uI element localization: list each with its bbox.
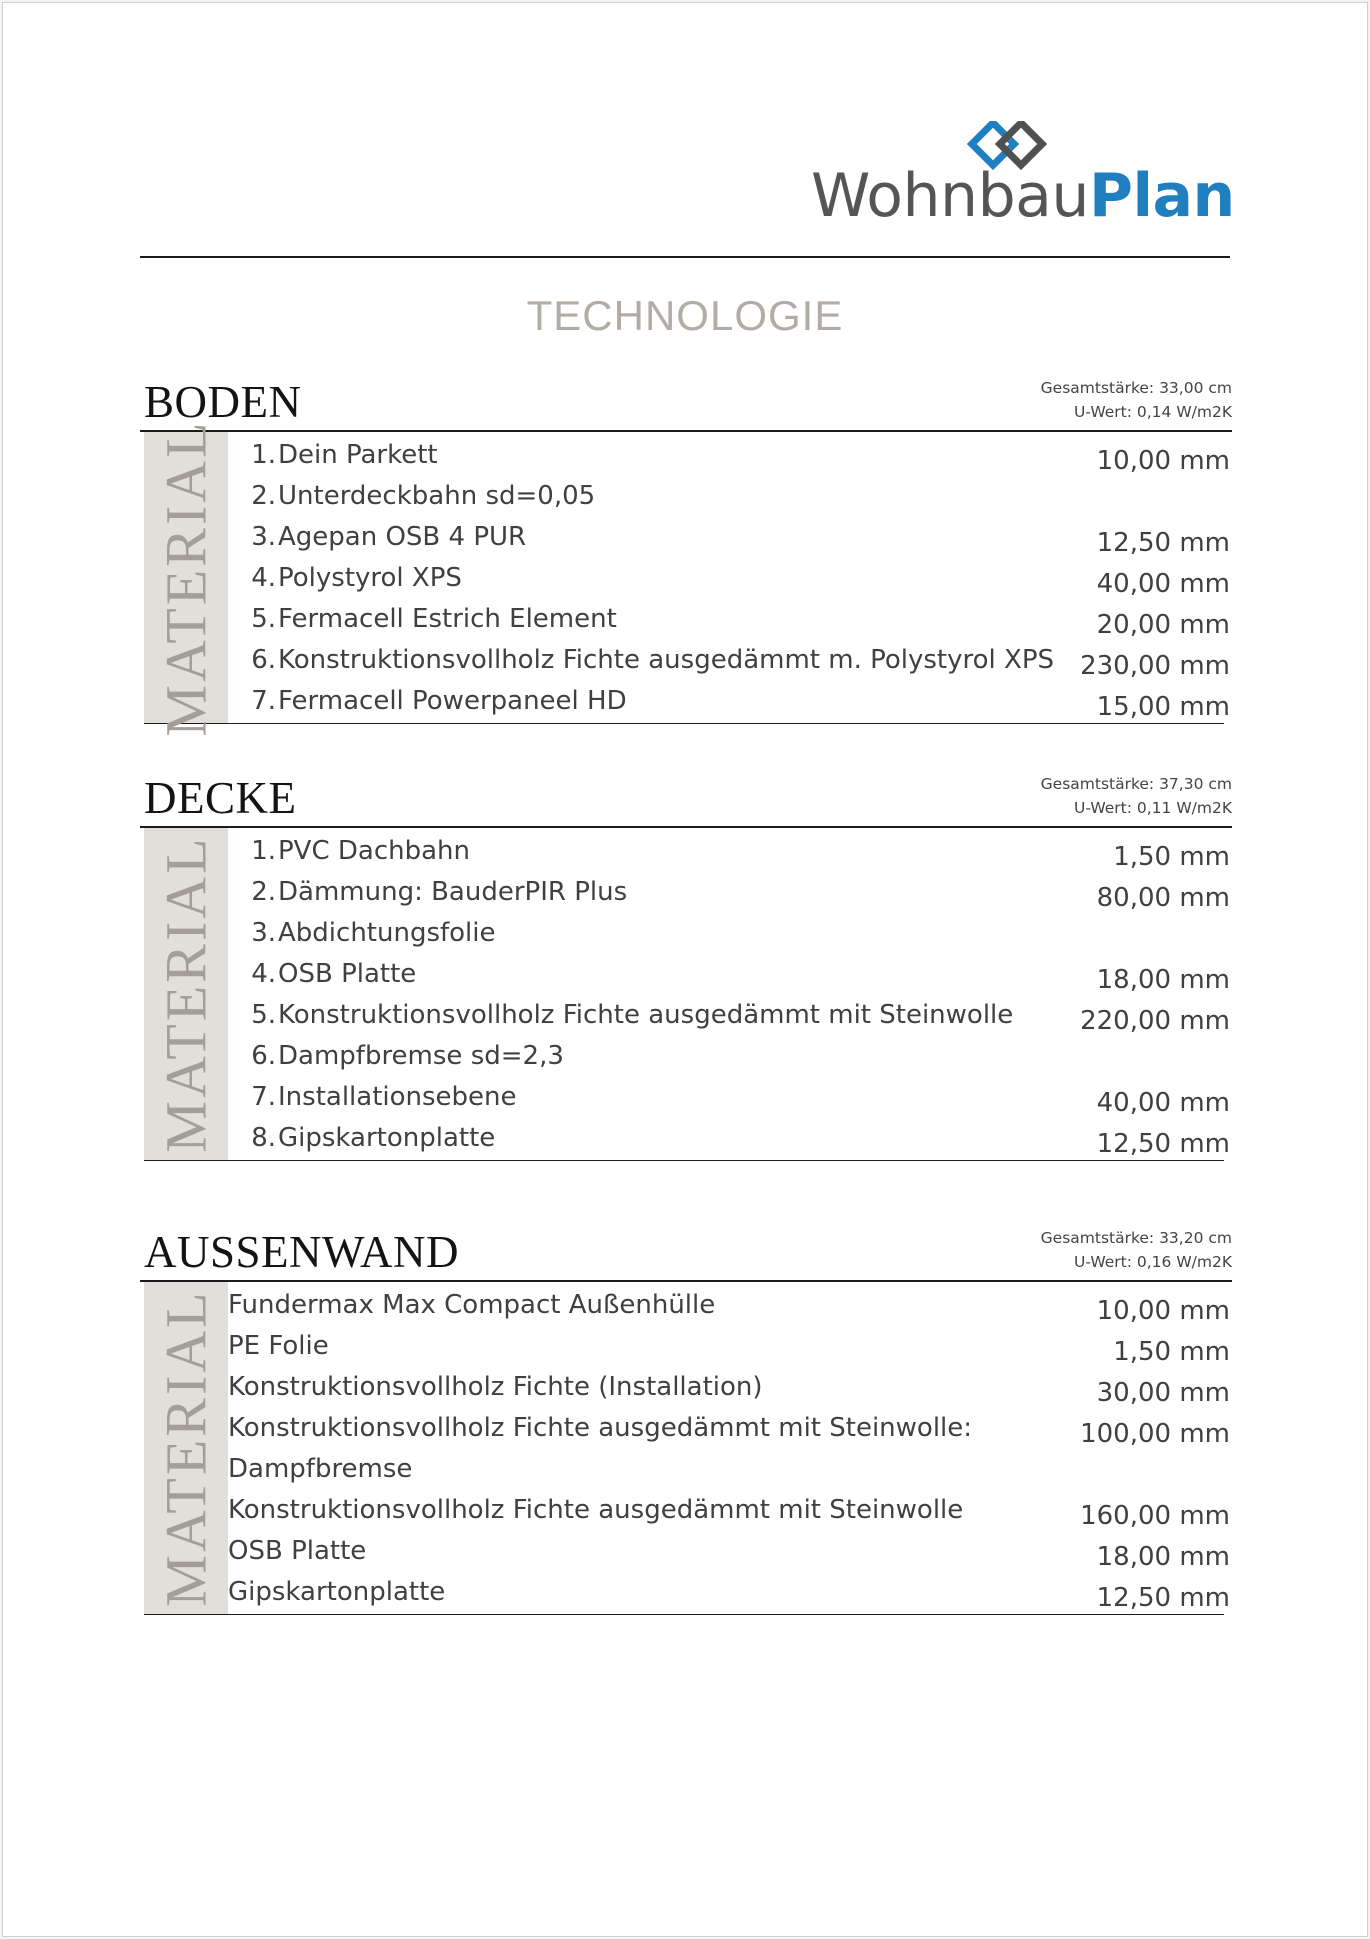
section-bottom-divider	[144, 1614, 1224, 1615]
section-meta	[1041, 772, 1232, 820]
material-row	[228, 1573, 1232, 1614]
material-row	[228, 1286, 1232, 1327]
section-title: DECKE	[144, 773, 297, 823]
thickness-value: 1,50 mm	[1113, 842, 1230, 872]
material-name: Konstruktionsvollholz Fichte ausgedämmt m. Polystyrol XPS	[278, 645, 1055, 675]
logo-word-plan: Plan	[1088, 161, 1235, 231]
section-aussenwand	[140, 1222, 1232, 1615]
page-title: TECHNOLOGIE	[526, 292, 844, 339]
material-row	[228, 518, 1232, 559]
material-sidebar-label: MATERIAL	[153, 835, 219, 1153]
thickness-value: 10,00 mm	[1096, 1296, 1230, 1326]
row-number: 4.	[251, 563, 276, 593]
row-number: 3.	[251, 522, 276, 552]
row-number: 1.	[251, 440, 276, 470]
material-row	[228, 436, 1232, 477]
material-row	[228, 914, 1232, 955]
total-thickness: Gesamtstärke: 37,30 cm	[1040, 775, 1232, 793]
material-row	[228, 1119, 1232, 1160]
material-name: Fundermax Max Compact Außenhülle	[228, 1290, 716, 1320]
thickness-value: 30,00 mm	[1096, 1378, 1230, 1408]
material-name: Gipskartonplatte	[228, 1577, 446, 1607]
thickness-value: 80,00 mm	[1096, 883, 1230, 913]
material-name: Dein Parkett	[278, 440, 438, 470]
row-number: 3.	[251, 918, 276, 948]
material-name: PVC Dachbahn	[278, 836, 471, 866]
section-title: AUSSENWAND	[144, 1227, 460, 1277]
material-sidebar	[144, 1282, 228, 1614]
material-row	[228, 600, 1232, 641]
material-name: OSB Platte	[278, 959, 417, 989]
thickness-value: 10,00 mm	[1096, 446, 1230, 476]
thickness-value: 40,00 mm	[1096, 1088, 1230, 1118]
material-name: Konstruktionsvollholz Fichte ausgedämmt mit Steinwolle	[228, 1495, 964, 1525]
material-sidebar-label: MATERIAL	[153, 1289, 219, 1607]
row-number: 2.	[251, 481, 276, 511]
material-row	[228, 559, 1232, 600]
material-name: Installationsebene	[278, 1082, 517, 1112]
material-row	[228, 955, 1232, 996]
material-row	[228, 873, 1232, 914]
wohnbauplan-logo	[811, 121, 1235, 233]
material-row	[228, 477, 1232, 518]
thickness-value: 220,00 mm	[1080, 1006, 1230, 1036]
section-title: BODEN	[144, 377, 302, 427]
row-number: 5.	[251, 1000, 276, 1030]
material-row	[228, 1532, 1232, 1573]
section-decke	[140, 768, 1232, 1161]
material-list	[140, 1282, 1232, 1614]
row-number: 8.	[251, 1123, 276, 1153]
total-thickness: Gesamtstärke: 33,20 cm	[1040, 1229, 1232, 1247]
thickness-value: 160,00 mm	[1080, 1501, 1230, 1531]
section-bottom-divider	[144, 1160, 1224, 1161]
material-name: Dämmung: BauderPIR Plus	[278, 877, 628, 907]
thickness-value: 1,50 mm	[1113, 1337, 1230, 1367]
material-sidebar	[144, 418, 228, 737]
section-boden	[140, 372, 1232, 737]
material-name: Unterdeckbahn sd=0,05	[278, 481, 596, 511]
row-number: 1.	[251, 836, 276, 866]
row-number: 2.	[251, 877, 276, 907]
row-number: 7.	[251, 1082, 276, 1112]
material-row	[228, 1409, 1232, 1491]
material-name: Agepan OSB 4 PUR	[278, 522, 527, 552]
row-number: 6.	[251, 645, 276, 675]
thickness-value: 12,50 mm	[1096, 528, 1230, 558]
material-name: PE Folie	[228, 1331, 329, 1361]
material-name: Konstruktionsvollholz Fichte ausgedämmt mit Steinwolle: Dampfbremse	[228, 1413, 973, 1484]
material-name: OSB Platte	[228, 1536, 367, 1566]
u-value: U-Wert: 0,16 W/m2K	[1074, 1253, 1232, 1271]
thickness-value: 15,00 mm	[1096, 692, 1230, 722]
u-value: U-Wert: 0,14 W/m2K	[1074, 403, 1232, 421]
thickness-value: 12,50 mm	[1096, 1129, 1230, 1159]
material-row	[228, 832, 1232, 873]
material-row	[228, 641, 1232, 682]
thickness-value: 18,00 mm	[1096, 1542, 1230, 1572]
material-row	[228, 1327, 1232, 1368]
u-value: U-Wert: 0,11 W/m2K	[1074, 799, 1232, 817]
thickness-value: 230,00 mm	[1080, 651, 1230, 681]
material-row	[228, 682, 1232, 723]
total-thickness: Gesamtstärke: 33,00 cm	[1040, 379, 1232, 397]
section-meta	[1041, 1226, 1232, 1274]
row-number: 6.	[251, 1041, 276, 1071]
material-row	[228, 1078, 1232, 1119]
material-list	[140, 828, 1232, 1160]
material-name: Konstruktionsvollholz Fichte ausgedämmt mit Steinwolle	[278, 1000, 1014, 1030]
logo-word-wohnbau: Wohnbau	[811, 161, 1089, 231]
section-header	[140, 372, 1232, 430]
material-name: Gipskartonplatte	[278, 1123, 496, 1153]
row-number: 4.	[251, 959, 276, 989]
material-sidebar	[144, 828, 228, 1160]
material-row	[228, 1368, 1232, 1409]
row-number: 5.	[251, 604, 276, 634]
thickness-value: 100,00 mm	[1080, 1419, 1230, 1449]
material-name: Fermacell Powerpaneel HD	[278, 686, 627, 716]
thickness-value: 20,00 mm	[1096, 610, 1230, 640]
material-list	[140, 418, 1232, 737]
material-sidebar-label: MATERIAL	[153, 418, 219, 737]
material-name: Konstruktionsvollholz Fichte (Installation)	[228, 1372, 763, 1402]
material-name: Fermacell Estrich Element	[278, 604, 617, 634]
logo-wordmark	[811, 161, 1235, 231]
material-name: Abdichtungsfolie	[278, 918, 496, 948]
material-row	[228, 1491, 1232, 1532]
material-row	[228, 996, 1232, 1037]
section-header	[140, 1222, 1232, 1280]
material-name: Polystyrol XPS	[278, 563, 462, 593]
row-number: 7.	[251, 686, 276, 716]
material-name: Dampfbremse sd=2,3	[278, 1041, 564, 1071]
section-header	[140, 768, 1232, 826]
material-row	[228, 1037, 1232, 1078]
thickness-value: 12,50 mm	[1096, 1583, 1230, 1613]
header-divider	[140, 256, 1230, 258]
thickness-value: 18,00 mm	[1096, 965, 1230, 995]
thickness-value: 40,00 mm	[1096, 569, 1230, 599]
section-meta	[1041, 376, 1232, 424]
section-bottom-divider	[144, 723, 1224, 724]
